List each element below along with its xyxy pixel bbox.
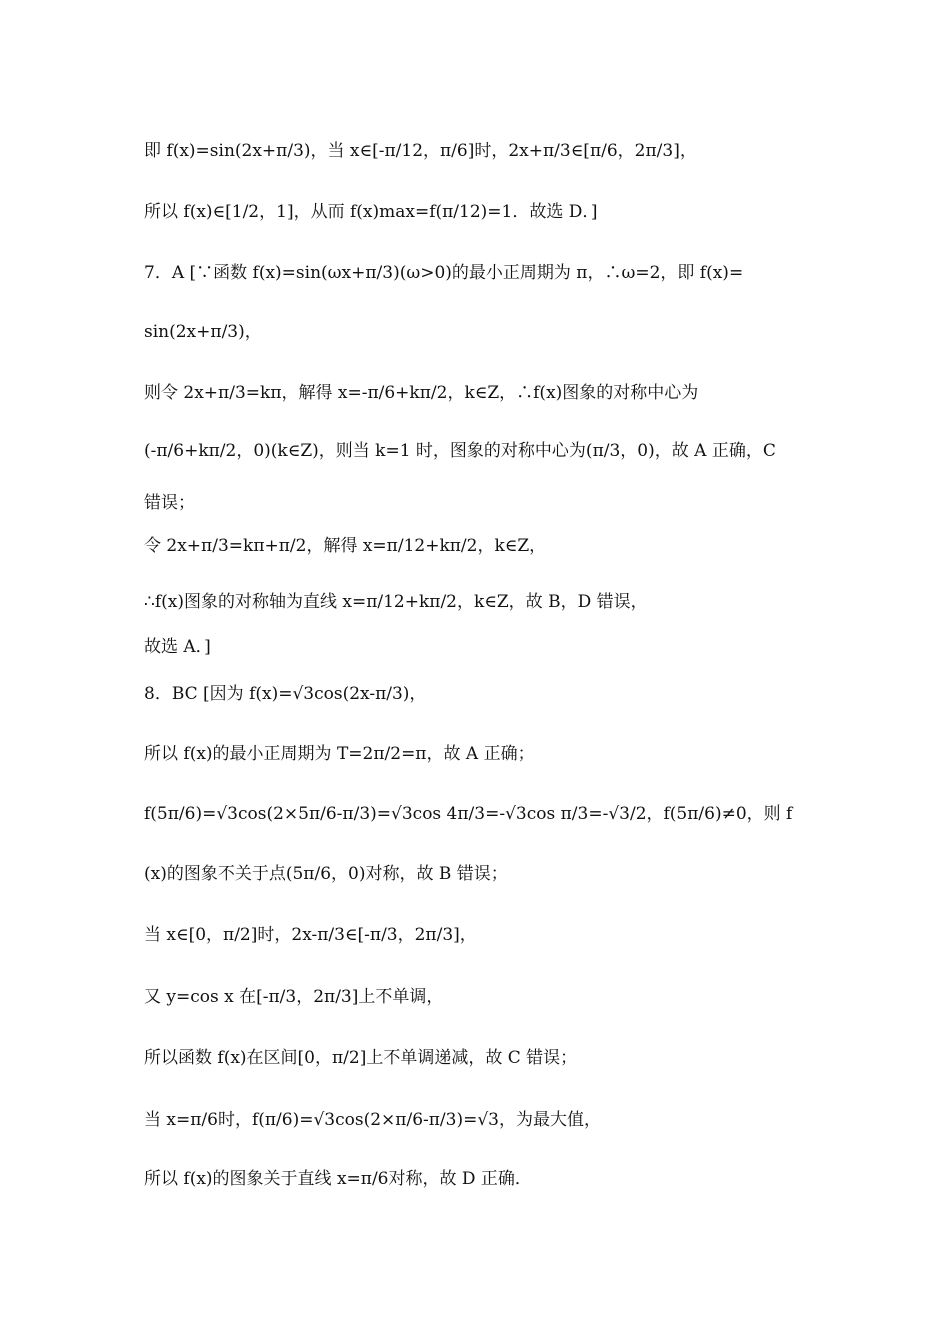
text-line: 当 x∈[0，π/2]时，2x-π/3∈[-π/3，2π/3]， xyxy=(144,925,477,945)
text-line: f(5π/6)=√3cos(2×5π/6-π/3)=√3cos 4π/3=-√3cos π/3=-√3/2，f(5π/6)≠0，则 f xyxy=(144,804,793,824)
text-line: sin(2x+π/3)， xyxy=(144,322,262,342)
text-line: 所以 f(x)的图象关于直线 x=π/6对称，故 D 正确． xyxy=(144,1169,532,1189)
text-line: 7．A [∵函数 f(x)=sin(ωx+π/3)(ω>0)的最小正周期为 π，∴ω=2，即 f(x)= xyxy=(144,263,744,283)
text-line: 当 x=π/6时，f(π/6)=√3cos(2×π/6-π/3)=√3，为最大值， xyxy=(144,1110,601,1130)
text-line: 又 y=cos x 在[-π/3，2π/3]上不单调， xyxy=(144,987,444,1007)
text-line: 令 2x+π/3=kπ+π/2，解得 x=π/12+kπ/2，k∈Z， xyxy=(144,536,547,556)
text-line: 所以 f(x)∈[1/2，1]，从而 f(x)max=f(π/12)=1．故选 D．] xyxy=(144,202,598,222)
text-line: (x)的图象不关于点(5π/6，0)对称，故 B 错误； xyxy=(144,864,508,884)
text-line: 8．BC [因为 f(x)=√3cos(2x-π/3)， xyxy=(144,684,427,704)
text-line: 错误； xyxy=(144,493,195,513)
text-line: (-π/6+kπ/2，0)(k∈Z)，则当 k=1 时，图象的对称中心为(π/3，0)，故 A 正确，C xyxy=(144,441,776,461)
text-line: 所以 f(x)的最小正周期为 T=2π/2=π，故 A 正确； xyxy=(144,744,535,764)
text-line: 故选 A．] xyxy=(144,637,211,657)
text-line: ∴f(x)图象的对称轴为直线 x=π/12+kπ/2，k∈Z，故 B，D 错误， xyxy=(144,592,648,612)
text-line: 所以函数 f(x)在区间[0，π/2]上不单调递减，故 C 错误； xyxy=(144,1048,578,1068)
text-line: 则令 2x+π/3=kπ，解得 x=-π/6+kπ/2，k∈Z，∴f(x)图象的对称中心为 xyxy=(144,383,699,403)
text-line: 即 f(x)=sin(2x+π/3)，当 x∈[-π/12，π/6]时，2x+π/3∈[π/6，2π/3]， xyxy=(144,141,697,161)
